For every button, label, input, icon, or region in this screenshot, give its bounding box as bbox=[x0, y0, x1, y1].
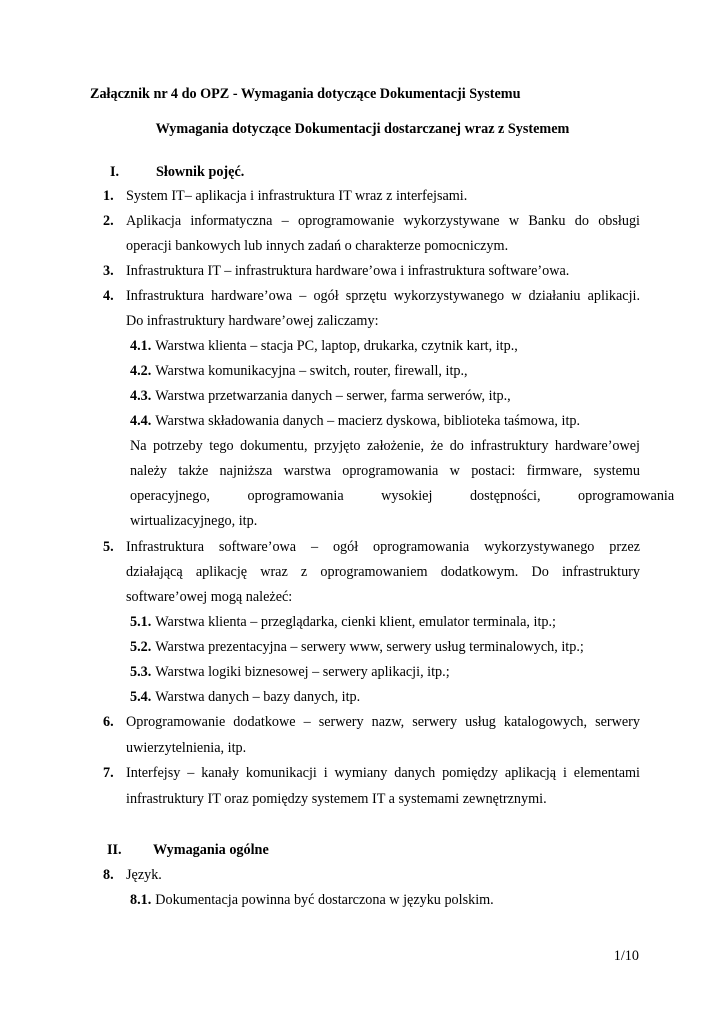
sub-item-number: 4.4. bbox=[130, 413, 152, 429]
note-line: należy także najniższa warstwa oprogramowania w postaci: firmware, systemu bbox=[130, 463, 640, 479]
sub-item-number: 5.4. bbox=[130, 689, 152, 705]
annex-title: Załącznik nr 4 do OPZ - Wymagania dotyczące Dokumentacji Systemu bbox=[90, 86, 521, 102]
item-number: 6. bbox=[103, 714, 114, 730]
item-line: Infrastruktura hardware’owa – ogół sprzętu wykorzystywanego w działaniu aplikacji. bbox=[126, 288, 640, 304]
item-number: 5. bbox=[103, 539, 114, 555]
item-line: Język. bbox=[126, 867, 162, 883]
item-line: software’owej mogą należeć: bbox=[126, 589, 293, 605]
sub-item-text: Warstwa przetwarzania danych – serwer, farma serwerów, itp., bbox=[155, 388, 511, 404]
sub-item-text: Warstwa logiki biznesowej – serwery aplikacji, itp.; bbox=[155, 664, 450, 680]
document-title: Wymagania dotyczące Dokumentacji dostarczanej wraz z Systemem bbox=[155, 121, 570, 137]
sub-item-number: 5.1. bbox=[130, 614, 152, 630]
sub-item-number: 4.3. bbox=[130, 388, 152, 404]
sub-item-text: Warstwa klienta – przeglądarka, cienki klient, emulator terminala, itp.; bbox=[155, 614, 556, 630]
item-line: operacji bankowych lub innych zadań o charakterze pomocniczym. bbox=[126, 238, 509, 254]
item-line: Infrastruktura IT – infrastruktura hardware’owa i infrastruktura software’owa. bbox=[126, 263, 570, 279]
item-line: Aplikacja informatyczna – oprogramowanie wykorzystywane w Banku do obsługi bbox=[126, 213, 640, 229]
section-number: I. bbox=[110, 164, 120, 180]
note-line: Na potrzeby tego dokumentu, przyjęto założenie, że do infrastruktury hardware’owej bbox=[130, 438, 640, 454]
sub-item bbox=[130, 413, 580, 430]
item-line: Interfejsy – kanały komunikacji i wymiany danych pomiędzy aplikacją i elementami bbox=[126, 765, 640, 781]
sub-item-number: 4.1. bbox=[130, 338, 152, 354]
item-line: Oprogramowanie dodatkowe – serwery nazw, serwery usług katalogowych, serwery bbox=[126, 714, 640, 730]
item-number: 7. bbox=[103, 765, 114, 781]
item-line: Infrastruktura software’owa – ogół oprogramowania wykorzystywanego przez bbox=[126, 539, 640, 555]
sub-item-number: 4.2. bbox=[130, 363, 152, 379]
item-number: 1. bbox=[103, 188, 114, 204]
sub-item-text: Dokumentacja powinna być dostarczona w języku polskim. bbox=[155, 892, 494, 908]
note-line: operacyjnego, oprogramowania wysokiej dostępności, oprogramowania bbox=[130, 488, 675, 504]
sub-item-number: 5.2. bbox=[130, 639, 152, 655]
item-line: infrastruktury IT oraz pomiędzy systemem IT a systemami zewnętrznymi. bbox=[126, 791, 547, 807]
sub-item-text: Warstwa składowania danych – macierz dyskowa, biblioteka taśmowa, itp. bbox=[155, 413, 581, 429]
page-number: 1/10 bbox=[613, 948, 639, 964]
sub-item bbox=[130, 614, 556, 631]
sub-item bbox=[130, 338, 518, 355]
sub-item-number: 8.1. bbox=[130, 892, 152, 908]
section-number: II. bbox=[107, 842, 122, 858]
sub-item bbox=[130, 892, 494, 909]
sub-item bbox=[130, 689, 360, 706]
item-line: uwierzytelnienia, itp. bbox=[126, 740, 247, 756]
item-number: 8. bbox=[103, 867, 114, 883]
sub-item bbox=[130, 664, 450, 681]
item-line: Do infrastruktury hardware’owej zaliczamy: bbox=[126, 313, 379, 329]
sub-item-text: Warstwa klienta – stacja PC, laptop, drukarka, czytnik kart, itp., bbox=[155, 338, 518, 354]
sub-item-number: 5.3. bbox=[130, 664, 152, 680]
note-line: wirtualizacyjnego, itp. bbox=[130, 513, 258, 529]
sub-item-text: Warstwa komunikacyjna – switch, router, firewall, itp., bbox=[155, 363, 468, 379]
item-number: 4. bbox=[103, 288, 114, 304]
item-line: System IT– aplikacja i infrastruktura IT wraz z interfejsami. bbox=[126, 188, 468, 204]
sub-item-text: Warstwa prezentacyjna – serwery www, serwery usług terminalowych, itp.; bbox=[155, 639, 584, 655]
item-number: 2. bbox=[103, 213, 114, 229]
item-line: działającą aplikację wraz z oprogramowaniem dodatkowym. Do infrastruktury bbox=[126, 564, 640, 580]
item-number: 3. bbox=[103, 263, 114, 279]
section-title: Wymagania ogólne bbox=[153, 842, 269, 858]
section-title: Słownik pojęć. bbox=[156, 164, 245, 180]
sub-item bbox=[130, 388, 511, 405]
sub-item bbox=[130, 639, 584, 656]
sub-item-text: Warstwa danych – bazy danych, itp. bbox=[155, 689, 361, 705]
sub-item bbox=[130, 363, 468, 380]
